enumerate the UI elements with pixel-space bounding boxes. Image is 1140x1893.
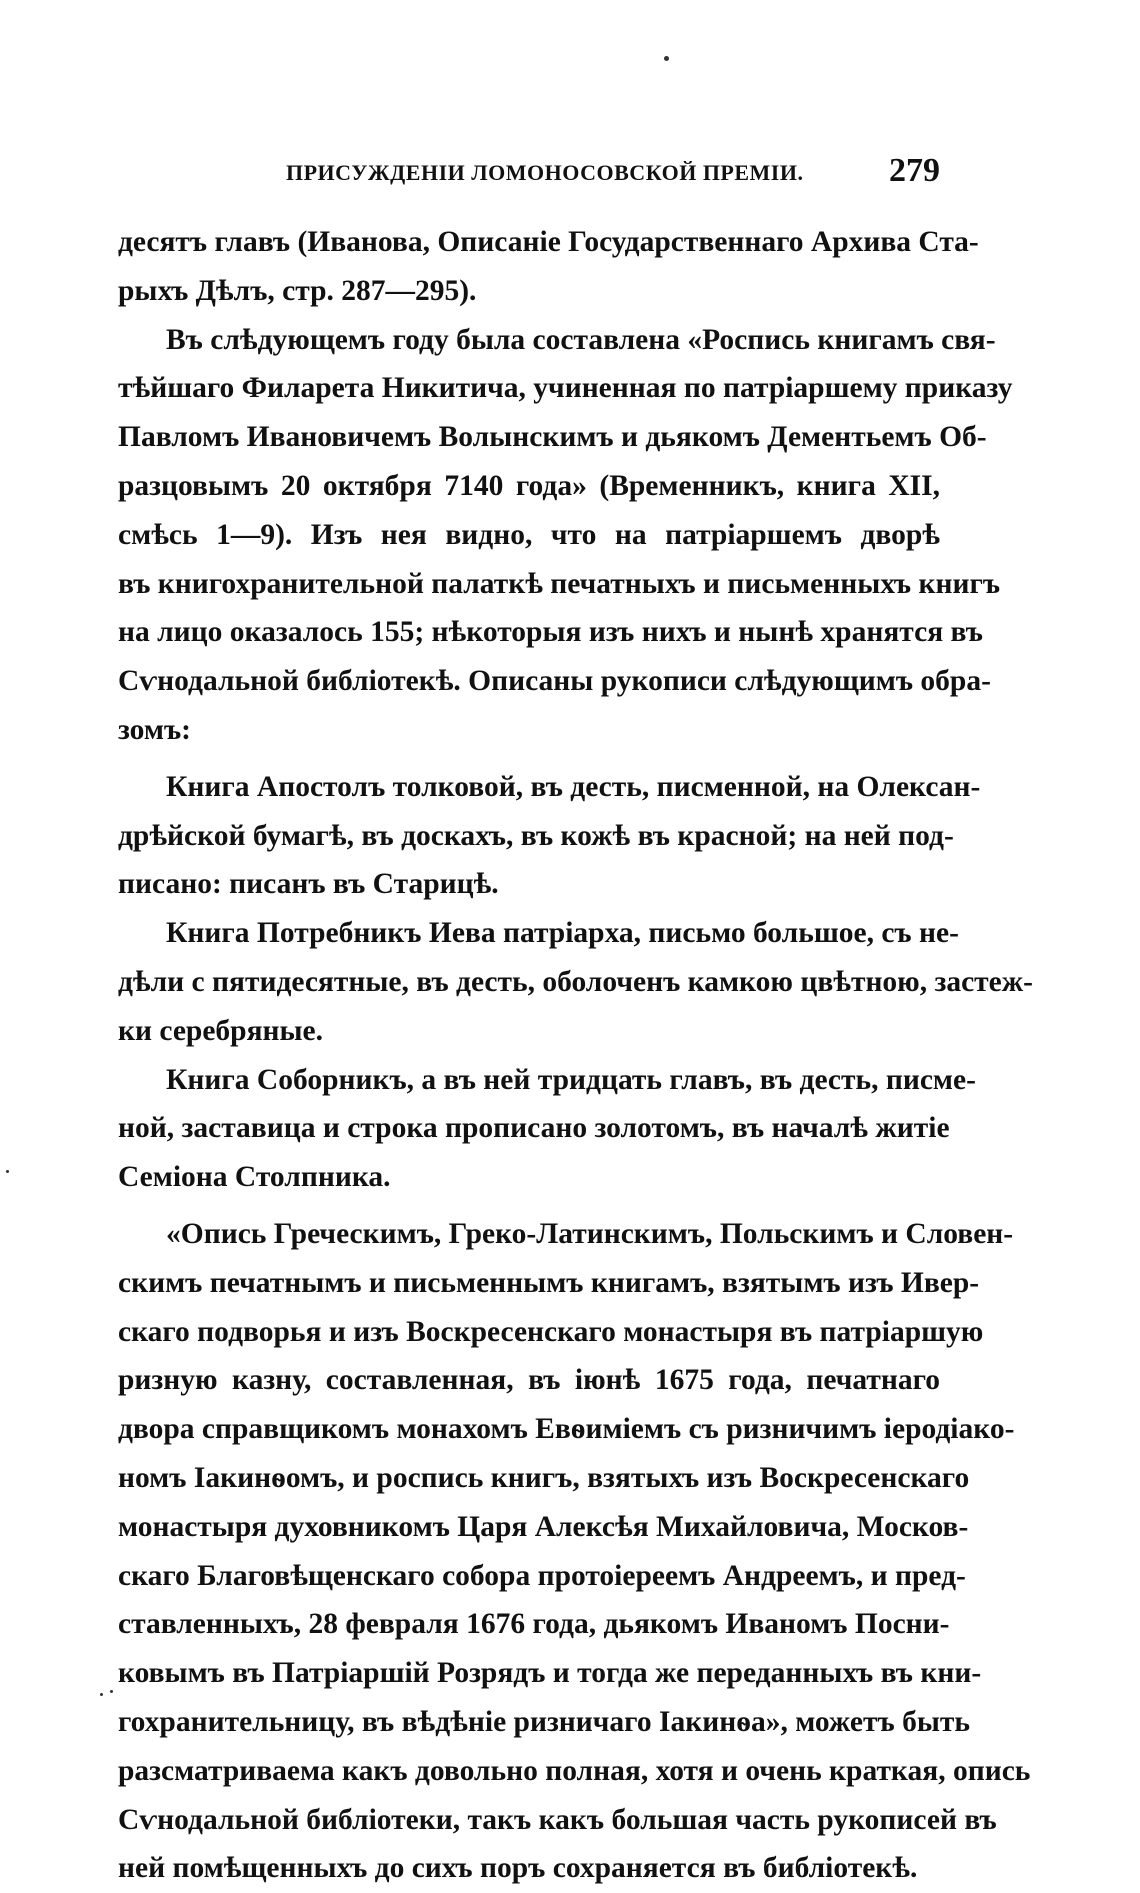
text-line: дѣли с пятидесятные, въ десть, оболоченъ камкою цвѣтною, застеж- [118, 965, 1033, 998]
paragraph [118, 1056, 976, 1202]
text-line: десятъ главъ (Иванова, Описаніе Государственнаго Архива Ста- [118, 226, 979, 258]
text-line: тѣйшаго Филарета Никитича, учиненная по патріаршему приказу [118, 372, 1013, 405]
text-line: номъ Іакинѳомъ, и роспись книгъ, взятыхъ изъ Воскресенскаго [118, 1461, 970, 1494]
text-line: двора справщикомъ монахомъ Евѳиміемъ съ ризничимъ іеродіако- [118, 1413, 1015, 1446]
ink-speck [100, 1693, 103, 1696]
page-number: 279 [889, 152, 940, 189]
text-line: Павломъ Ивановичемъ Волынскимъ и дьякомъ Дементьемъ Об- [118, 421, 987, 454]
ink-speck [664, 56, 669, 61]
text-line: скимъ печатнымъ и письменнымъ книгамъ, взятымъ изъ Ивер- [118, 1266, 980, 1299]
text-line: ставленныхъ, 28 февраля 1676 года, дьякомъ Иваномъ Посни- [118, 1608, 950, 1641]
text-line: на лицо оказалось 155; нѣкоторыя изъ нихъ и нынѣ хранятся въ [118, 616, 983, 649]
text-line: Семіона Столпника. [118, 1161, 391, 1194]
text-line: разсматриваема какъ довольно полная, хотя и очень краткая, опись [118, 1754, 1031, 1787]
text-line: въ книгохранительной палаткѣ печатныхъ и письменныхъ книгъ [118, 567, 1001, 600]
paragraph [118, 909, 1033, 1055]
text-line: ки серебряные. [118, 1014, 324, 1047]
text-line: Книга Потребникъ Иева патріарха, письмо большое, съ не- [166, 917, 959, 950]
running-title: ПРИСУЖДЕНІИ ЛОМОНОСОВСКОЙ ПРЕМІИ. [286, 160, 804, 185]
ink-speck [6, 1170, 9, 1173]
text-line: Книга Апостолъ толковой, въ десть, писменной, на Олексан- [166, 770, 981, 803]
text-line: Въ слѣдующемъ году была составлена «Роспись книгамъ свя- [166, 323, 996, 356]
paragraph [118, 1210, 1031, 1893]
text-line: скаго подворья и изъ Воскресенскаго монастыря въ патріаршую [118, 1315, 984, 1348]
text-line: гохранительницу, въ вѣдѣніе ризничаго Іакинѳа», можетъ быть [118, 1705, 970, 1738]
paragraph [118, 316, 1013, 755]
text-line: Сѵнодальной библіотекѣ. Описаны рукописи слѣдующимъ обра- [118, 665, 991, 698]
text-line: писано: писанъ въ Старицѣ. [118, 868, 499, 901]
text-line: разцовымъ 20 октября 7140 года» (Временникъ, книга XII, [118, 469, 940, 502]
text-line: зомъ: [118, 713, 191, 746]
text-line: скаго Благовѣщенскаго собора протоіереемъ Андреемъ, и пред- [118, 1559, 966, 1592]
text-line: монастыря духовникомъ Царя Алексѣя Михайловича, Москов- [118, 1510, 969, 1543]
paragraph-gap [118, 1202, 940, 1210]
text-line: ризную казну, составленная, въ іюнѣ 1675 года, печатнаго [118, 1364, 940, 1397]
text-line: дрѣйской бумагѣ, въ доскахъ, въ кожѣ въ красной; на ней под- [118, 819, 954, 852]
page-body [118, 218, 1033, 1893]
text-line: «Опись Греческимъ, Греко-Латинскимъ, Польскимъ и Словен- [166, 1217, 1014, 1250]
paragraph-gap [118, 755, 940, 763]
ink-speck [110, 1690, 113, 1693]
text-line: ней помѣщенныхъ до сихъ поръ сохраняется въ библіотекѣ. [118, 1852, 918, 1885]
text-line: ковымъ въ Патріаршій Розрядъ и тогда же переданныхъ въ кни- [118, 1657, 982, 1690]
paragraph [118, 218, 979, 316]
text-line: рыхъ Дѣлъ, стр. 287—295). [118, 274, 477, 307]
text-line: ной, заставица и строка прописано золотомъ, въ началѣ житіе [118, 1112, 950, 1145]
text-line: Сѵнодальной библіотеки, такъ какъ большая часть рукописей въ [118, 1803, 997, 1836]
text-line: смѣсь 1—9). Изъ нея видно, что на патріаршемъ дворѣ [118, 518, 940, 551]
paragraph [118, 763, 981, 909]
page-header [118, 152, 940, 192]
text-line: Книга Соборникъ, а въ ней тридцать главъ, въ десть, писме- [166, 1063, 976, 1096]
